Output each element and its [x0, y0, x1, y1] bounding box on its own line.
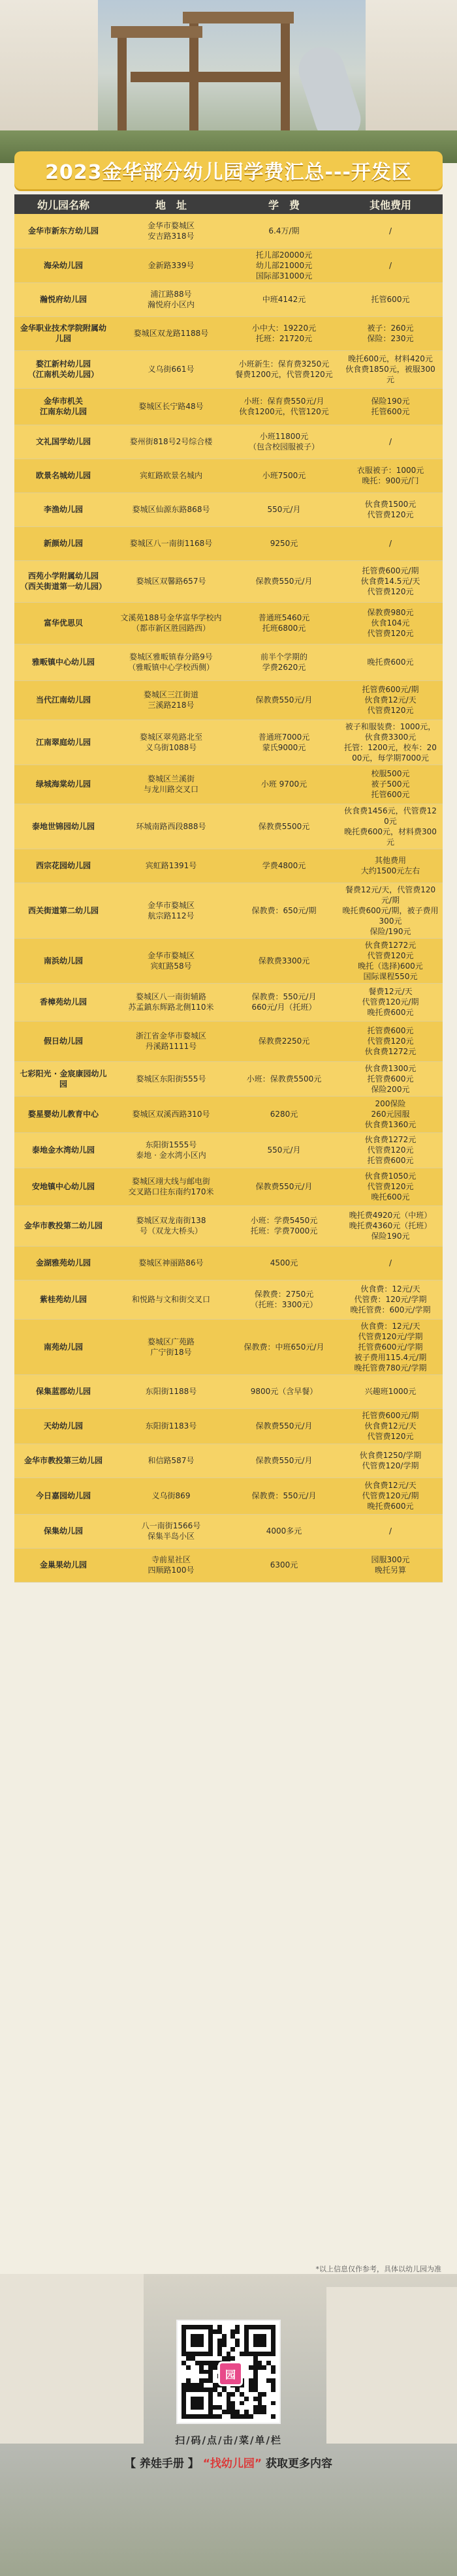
table-row [14, 316, 443, 350]
cell-fee: 小中大：19220元 托班：21720元 [230, 316, 338, 350]
cell-other: 托管费600元/期 伙食费12元/天 代管费120元 [338, 1408, 443, 1444]
cell-name: 金华市机关 江南东幼儿园 [14, 388, 112, 425]
cell-fee: 保教费550元/月 [230, 1408, 338, 1444]
cell-other: 被子：260元 保险：230元 [338, 316, 443, 350]
cell-other: / [338, 526, 443, 560]
cell-address: 婺城区神丽路86号 [112, 1246, 230, 1280]
cell-name: 西关街道第二幼儿园 [14, 883, 112, 938]
cell-fee: 9800元（含早餐） [230, 1374, 338, 1408]
cell-address: 婺城区仙源东路868号 [112, 492, 230, 526]
header-address: 地 址 [112, 194, 230, 214]
cell-other: 晚托费4920元（中班） 晚托费4360元（托班） 保险190元 [338, 1205, 443, 1246]
table-body [14, 214, 443, 1582]
cell-other: 伙食费：12元/天 代管费120元/学期 托管费600元/学期 被子费用115.4元/期 晚托管费780元/学期 [338, 1319, 443, 1374]
cell-fee: 4500元 [230, 1246, 338, 1280]
cell-fee: 小班：保育费550元/月 伙食1200元，代管120元 [230, 388, 338, 425]
cell-address: 义乌街869 [112, 1477, 230, 1514]
cell-fee: 普通班7000元 蒙氏9000元 [230, 720, 338, 765]
cell-address: 环城南路西段888号 [112, 804, 230, 849]
cell-address: 婺城区东阳街555号 [112, 1061, 230, 1096]
cell-other: 餐费12元/天，代管费120元/期 晚托费600元/期，被子费用300元 保险/190元 [338, 883, 443, 938]
roof [111, 26, 202, 38]
cell-address: 婺城区长宁路48号 [112, 388, 230, 425]
cell-fee: 保教费2250元 [230, 1021, 338, 1061]
cell-address: 浦江路88号 瀚悦府小区内 [112, 282, 230, 316]
tagline-prefix: 【 养娃手册 】 [124, 2457, 203, 2470]
fee-table-wrap [14, 194, 443, 1583]
cell-address: 婺城区雅畈镇春分路9号 （雅畈镇中心学校西侧） [112, 644, 230, 680]
cell-name: 金华职业技术学院附属幼儿园 [14, 316, 112, 350]
cell-fee: 6.4万/期 [230, 214, 338, 248]
cell-fee: 小班新生：保育费3250元 餐费1200元，代管费120元 [230, 350, 338, 388]
cell-fee: 学费4800元 [230, 849, 338, 883]
cell-name: 天幼幼儿园 [14, 1408, 112, 1444]
hero-photo [0, 0, 457, 163]
header-name: 幼儿园名称 [14, 194, 112, 214]
cell-fee: 保教费5500元 [230, 804, 338, 849]
table-row [14, 1132, 443, 1168]
cell-fee: 550元/月 [230, 492, 338, 526]
table-row [14, 388, 443, 425]
cell-fee: 保教费550元/月 [230, 560, 338, 602]
table-row [14, 1319, 443, 1374]
cell-address: 婺城区广苑路 广宁街18号 [112, 1319, 230, 1374]
cell-address: 金华市婺城区 宾虹路58号 [112, 938, 230, 983]
table-row [14, 526, 443, 560]
cell-fee: 小班11800元 （包含校园服被子） [230, 425, 338, 459]
table-row [14, 849, 443, 883]
cell-fee: 中班4142元 [230, 282, 338, 316]
cell-fee: 保教费3300元 [230, 938, 338, 983]
cell-name: 香樟苑幼儿园 [14, 983, 112, 1021]
cell-other: 托管费600元/期 伙食费12元/天 代管费120元 [338, 680, 443, 720]
cell-other: / [338, 214, 443, 248]
cell-address: 婺城区双馨路657号 [112, 560, 230, 602]
cell-other: 衣服被子：1000元 晚托：900元/门 [338, 459, 443, 492]
scan-instruction: 扫/码/点/击/菜/单/栏 [175, 2434, 282, 2446]
cell-address: 婺城区兰溪街 与龙川路交叉口 [112, 765, 230, 804]
table-row [14, 1061, 443, 1096]
cell-other: 伙食费1272元 代管费120元 托管费600元 [338, 1132, 443, 1168]
table-row [14, 1168, 443, 1205]
cell-address: 文溪苑188号金华富华学校内 （都市新区胜园路西） [112, 602, 230, 644]
cell-fee: 小班7500元 [230, 459, 338, 492]
cell-name: 李渔幼儿园 [14, 492, 112, 526]
disclaimer-note: *以上信息仅作参考，具体以幼儿园为准 [315, 2265, 441, 2273]
cell-other: 伙食费12元/天 代管费120元/期 晚托费600元 [338, 1477, 443, 1514]
cell-fee: 小班 9700元 [230, 765, 338, 804]
tagline-highlight: “找幼儿园” [202, 2457, 262, 2470]
cell-address: 婺城区翊大线与邮电街 交叉路口往东南约170米 [112, 1168, 230, 1205]
building [0, 0, 98, 150]
table-row [14, 983, 443, 1021]
table-row [14, 720, 443, 765]
cell-other: 晚托600元，材料420元 伙食费1850元，被服300元 [338, 350, 443, 388]
table-row [14, 644, 443, 680]
cell-name: 当代江南幼儿园 [14, 680, 112, 720]
cell-fee: 小班：保教费5500元 [230, 1061, 338, 1096]
cell-name: 今日嘉园幼儿园 [14, 1477, 112, 1514]
cell-other: 托管600元 [338, 282, 443, 316]
cell-other: 伙食费1456元，代管费120元 晚托费600元，材料费300元 [338, 804, 443, 849]
header-other: 其他费用 [338, 194, 443, 214]
cell-address: 婺城区八一南街1168号 [112, 526, 230, 560]
fee-table [14, 194, 443, 1583]
wooden-post [118, 26, 127, 137]
cell-address: 寺前星社区 四顺路100号 [112, 1548, 230, 1582]
cell-other: 伙食费1300元 托管费600元 保险200元 [338, 1061, 443, 1096]
cell-other: 校服500元 被子500元 托管600元 [338, 765, 443, 804]
table-row [14, 938, 443, 983]
table-row [14, 1021, 443, 1061]
cell-other: 伙食费1272元 代管费120元 晚托（选择)600元 国际课程550元 [338, 938, 443, 983]
cell-name: 金巢果幼儿园 [14, 1548, 112, 1582]
table-row [14, 282, 443, 316]
table-row [14, 1280, 443, 1319]
cell-address: 婺城区八一南街辅路 苏孟鎮东辉路北侧110米 [112, 983, 230, 1021]
table-row [14, 1514, 443, 1548]
cell-fee: 保教费：2750元 （托班：3300元） [230, 1280, 338, 1319]
cell-other: 餐费12元/天 代管费120元/期 晚托费600元 [338, 983, 443, 1021]
cell-other: 伙食费1050元 代管费120元 晚托600元 [338, 1168, 443, 1205]
cell-address: 宾虹路欧景名城内 [112, 459, 230, 492]
table-row [14, 1374, 443, 1408]
cell-fee: 前半个学期的 学费2620元 [230, 644, 338, 680]
cell-fee: 普通班5460元 托班6800元 [230, 602, 338, 644]
cell-fee: 保教费：中班650元/月 [230, 1319, 338, 1374]
cell-address: 婺城区双龙路1188号 [112, 316, 230, 350]
cell-name: 江南翠庭幼儿园 [14, 720, 112, 765]
cell-fee: 小班：学费5450元 托班：学费7000元 [230, 1205, 338, 1246]
cell-address: 婺州街818号2号综合楼 [112, 425, 230, 459]
cell-name: 紫桂苑幼儿园 [14, 1280, 112, 1319]
cell-other: 保教费980元 伙食104元 代管费120元 [338, 602, 443, 644]
table-row [14, 1096, 443, 1132]
cell-name: 西宗花园幼儿园 [14, 849, 112, 883]
cell-name: 瀚悦府幼儿园 [14, 282, 112, 316]
table-row [14, 883, 443, 938]
table-row [14, 214, 443, 248]
cell-name: 金华市教投第二幼儿园 [14, 1205, 112, 1246]
cell-fee: 保教费550元/月 [230, 680, 338, 720]
cell-other: 保险190元 托管600元 [338, 388, 443, 425]
cell-fee: 保教费：650元/期 [230, 883, 338, 938]
cell-name: 安地镇中心幼儿园 [14, 1168, 112, 1205]
cell-address: 东阳街1188号 [112, 1374, 230, 1408]
cell-name: 保集蓝郡幼儿园 [14, 1374, 112, 1408]
cell-other: 被子和服装费：1000元，伙食费3300元 托管：1200元，校车：2000元，每学期7000元 [338, 720, 443, 765]
cell-name: 金华市新东方幼儿园 [14, 214, 112, 248]
cell-other: / [338, 248, 443, 282]
cell-name: 绿城海棠幼儿园 [14, 765, 112, 804]
cell-other: / [338, 1514, 443, 1548]
cell-name: 西苑小学附属幼儿园 （西关街道第一幼儿园） [14, 560, 112, 602]
building [326, 2287, 457, 2444]
cell-address: 浙江省金华市婺城区 丹溪路1111号 [112, 1021, 230, 1061]
cell-name: 泰地世锦园幼儿园 [14, 804, 112, 849]
table-row [14, 492, 443, 526]
wooden-deck [131, 72, 287, 82]
table-row [14, 1246, 443, 1280]
building [0, 2274, 144, 2444]
cell-name: 泰地金水湾幼儿园 [14, 1132, 112, 1168]
cell-other: 伙食费：12元/天 代管费：120元/学期 晚托管费：600元/学期 [338, 1280, 443, 1319]
table-row [14, 804, 443, 849]
cell-name: 保集幼儿园 [14, 1514, 112, 1548]
table-row [14, 1408, 443, 1444]
cell-other: / [338, 425, 443, 459]
cell-fee: 4000多元 [230, 1514, 338, 1548]
cell-other: 托管费600元 代管费120元 伙食费1272元 [338, 1021, 443, 1061]
cell-name: 婺江新村幼儿园 （江南机关幼儿园） [14, 350, 112, 388]
cell-fee: 保教费：550元/月 [230, 1477, 338, 1514]
cell-other: 托管费600元/期 伙食费14.5元/天 代管费120元 [338, 560, 443, 602]
table-row [14, 1477, 443, 1514]
table-row [14, 425, 443, 459]
page-title: 2023金华部分幼儿园学费汇总---开发区 [45, 161, 412, 184]
cell-address: 婺城区双龙南街138 号（双龙大桥头） [112, 1205, 230, 1246]
cell-name: 金华市教投第三幼儿园 [14, 1444, 112, 1477]
table-row [14, 602, 443, 644]
cell-address: 义乌街661号 [112, 350, 230, 388]
cell-name: 南苑幼儿园 [14, 1319, 112, 1374]
cell-name: 富华优思贝 [14, 602, 112, 644]
cell-other: 晚托费600元 [338, 644, 443, 680]
cell-address: 金新路339号 [112, 248, 230, 282]
table-header-row [14, 194, 443, 214]
cell-other: 园服300元 晚托另算 [338, 1548, 443, 1582]
qr-code[interactable] [176, 2320, 281, 2424]
cell-fee: 托儿部20000元 幼儿部21000元 国际部31000元 [230, 248, 338, 282]
cell-address: 宾虹路1391号 [112, 849, 230, 883]
cell-name: 文礼国学幼儿园 [14, 425, 112, 459]
cell-name: 雅畈镇中心幼儿园 [14, 644, 112, 680]
header-fee: 学 费 [230, 194, 338, 214]
cell-name: 海朵幼儿园 [14, 248, 112, 282]
cell-other: 伙食费1250/学期 代管费120/学期 [338, 1444, 443, 1477]
cell-name: 欧景名城幼儿园 [14, 459, 112, 492]
cell-fee: 550元/月 [230, 1132, 338, 1168]
building [366, 0, 457, 150]
cell-address: 和信路587号 [112, 1444, 230, 1477]
qr-logo-icon: 园 [218, 2361, 243, 2386]
table-row [14, 1548, 443, 1582]
table-row [14, 765, 443, 804]
table-row [14, 560, 443, 602]
cell-address: 金华市婺城区 安吉路318号 [112, 214, 230, 248]
cell-name: 金湖雅苑幼儿园 [14, 1246, 112, 1280]
cell-fee: 6300元 [230, 1548, 338, 1582]
table-row [14, 248, 443, 282]
table-row [14, 1205, 443, 1246]
tagline-suffix: 获取更多内容 [262, 2457, 333, 2470]
cell-address: 八一南街1566号 保集半岛小区 [112, 1514, 230, 1548]
table-row [14, 350, 443, 388]
cell-name: 假日幼儿园 [14, 1021, 112, 1061]
cell-other: 其他费用 大约1500元左右 [338, 849, 443, 883]
cell-address: 婺城区三江街道 三溪路218号 [112, 680, 230, 720]
cell-address: 婺城区翠苑路北至 义乌街1088号 [112, 720, 230, 765]
table-row [14, 459, 443, 492]
roof [183, 12, 294, 23]
cell-address: 东阳街1183号 [112, 1408, 230, 1444]
cell-address: 和悦路与文和街交叉口 [112, 1280, 230, 1319]
cell-fee: 保教费：550元/月 660元/月（托班） [230, 983, 338, 1021]
cell-address: 金华市婺城区 航宗路112号 [112, 883, 230, 938]
cell-address: 东阳街1555号 泰地 · 金水湾小区内 [112, 1132, 230, 1168]
cell-other: 200保险 260元园服 伙食费1360元 [338, 1096, 443, 1132]
cell-name: 七彩阳光 · 金宸康园幼儿园 [14, 1061, 112, 1096]
title-banner [14, 151, 443, 189]
table-row [14, 680, 443, 720]
cell-fee: 保教费550元/月 [230, 1444, 338, 1477]
cell-other: / [338, 1246, 443, 1280]
cell-name: 南浜幼儿园 [14, 938, 112, 983]
cell-name: 婺星婴幼儿教育中心 [14, 1096, 112, 1132]
table-row [14, 1444, 443, 1477]
tagline [0, 2454, 457, 2470]
cell-other: 兴趣班1000元 [338, 1374, 443, 1408]
cell-address: 婺城区双溪西路310号 [112, 1096, 230, 1132]
cell-fee: 6280元 [230, 1096, 338, 1132]
cell-name: 新颜幼儿园 [14, 526, 112, 560]
cell-fee: 9250元 [230, 526, 338, 560]
cell-other: 伙食费1500元 代管费120元 [338, 492, 443, 526]
cell-fee: 保教费550元/月 [230, 1168, 338, 1205]
